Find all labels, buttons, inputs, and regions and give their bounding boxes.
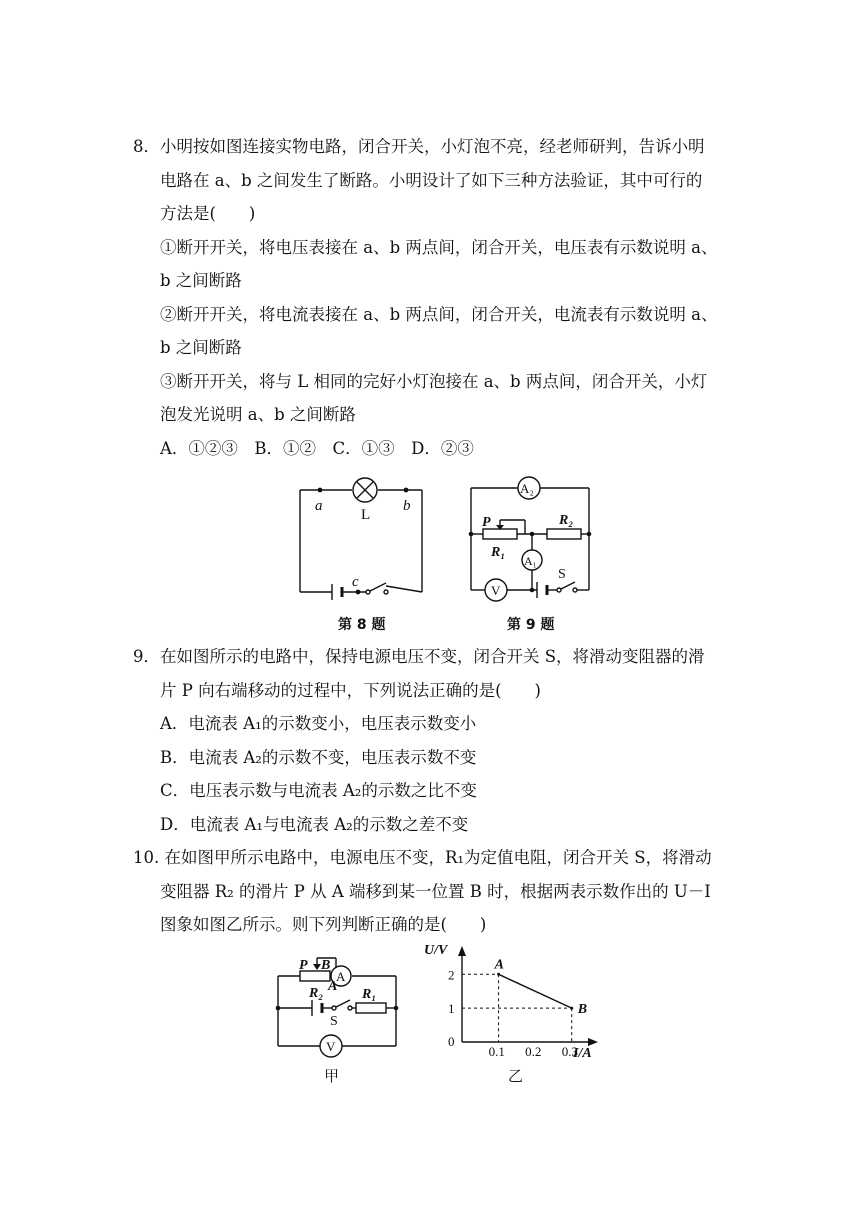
r2-label: R₂: [309, 986, 324, 1001]
ammeter-a2-icon: [518, 477, 540, 499]
q9-line: 片 P 向右端移动的过程中，下列说法正确的是( ): [160, 681, 541, 700]
svg-text:A₁: A₁: [524, 554, 537, 568]
x-tick-label: 0.3: [561, 1044, 578, 1059]
ui-graph: [420, 944, 610, 1060]
q9-option-a: A．电流表 A₁的示数变小，电压表示数变小: [160, 714, 477, 733]
lamp-icon: [353, 478, 377, 502]
battery-icon: [312, 1000, 322, 1016]
q8-line: b 之间断路: [160, 271, 242, 290]
point-a-label: A: [328, 979, 338, 994]
svg-text:V: V: [491, 583, 501, 598]
q8-line: 泡发光说明 a、b 之间断路: [160, 405, 356, 424]
figure-9-caption: 第 9 题: [507, 617, 555, 633]
q10-line: 10. 在如图甲所示电路中，电源电压不变，R₁为定值电阻，闭合开关 S，将滑动: [133, 848, 712, 867]
switch-icon: [557, 582, 577, 592]
x-tick-label: 0.2: [525, 1044, 542, 1059]
q8-line: ②断开开关，将电流表接在 a、b 两点间，闭合开关，电流表有示数说明 a、: [160, 305, 718, 324]
y-tick-label: 0: [448, 1034, 455, 1049]
point-label: B: [577, 1002, 588, 1018]
x-axis-label: I/A: [573, 1046, 592, 1061]
q9-line: 9．在如图所示的电路中，保持电源电压不变，闭合开关 S，将滑动变阻器的滑: [133, 647, 705, 666]
x-tick-label: 0.1: [488, 1044, 505, 1059]
q8-line: ③断开开关，将与 L 相同的完好小灯泡接在 a、b 两点间，闭合开关，小灯: [160, 372, 708, 391]
r1-label: R₁: [362, 987, 377, 1002]
lamp-label: L: [361, 507, 371, 523]
figure-8-caption: 第 8 题: [338, 617, 386, 633]
switch-icon: [366, 583, 388, 594]
ammeter-a1-icon: [522, 550, 542, 570]
data-point: [497, 973, 500, 976]
series-line: [499, 974, 572, 1008]
slider-p-label: P: [482, 515, 491, 530]
point-b-label: b: [403, 498, 411, 514]
data-point: [570, 1007, 573, 1010]
figure-8-circuit: [290, 474, 430, 600]
y-axis-label: U/V: [424, 943, 448, 958]
q9-option-c: C．电压表示数与电流表 A₂的示数之比不变: [160, 781, 477, 800]
voltmeter-icon: [320, 1035, 342, 1057]
q8-line: ①断开开关，将电压表接在 a、b 两点间，闭合开关，电压表有示数说明 a、: [160, 238, 718, 257]
q8-options: A．①②③ B．①② C．①③ D．②③: [160, 439, 474, 458]
switch-s-label: S: [558, 567, 566, 582]
q8-line: 方法是( ): [160, 204, 256, 223]
svg-text:A₂: A₂: [520, 481, 534, 496]
q10-line: 图象如图乙所示。则下列判断正确的是( ): [160, 915, 487, 934]
point-c-label: c: [352, 574, 359, 590]
q8-line: 8．小明按如图连接实物电路，闭合开关，小灯泡不亮，经老师研判，告诉小明: [133, 137, 705, 156]
battery-icon: [332, 584, 342, 600]
figure-10-graph-caption: 乙: [508, 1067, 524, 1085]
switch-icon: [332, 1000, 352, 1010]
r1-label: R₁: [491, 545, 506, 560]
battery-icon: [537, 582, 547, 598]
voltmeter-icon: [485, 579, 507, 601]
figure-9-circuit: [463, 474, 595, 604]
figure-10-circuit: [272, 952, 406, 1062]
q8-line: 电路在 a、b 之间发生了断路。小明设计了如下三种方法验证，其中可行的: [160, 171, 703, 190]
q10-line: 变阻器 R₂ 的滑片 P 从 A 端移到某一位置 B 时，根据两表示数作出的 U－I: [160, 882, 711, 901]
point-label: A: [494, 957, 504, 973]
slider-p-label: P: [299, 958, 308, 973]
q9-option-d: D．电流表 A₁与电流表 A₂的示数之差不变: [160, 815, 469, 834]
x-axis-arrow: [588, 1038, 598, 1046]
point-a-label: a: [315, 498, 323, 514]
switch-s-label: S: [330, 1014, 338, 1029]
point-b-label: B: [321, 958, 331, 973]
figure-10-circuit-caption: 甲: [324, 1067, 340, 1085]
y-axis-arrow: [458, 946, 466, 956]
y-tick-label: 2: [448, 967, 455, 983]
y-tick-label: 1: [448, 1001, 455, 1017]
svg-text:V: V: [326, 1039, 336, 1054]
svg-text:A: A: [336, 969, 346, 984]
q8-line: b 之间断路: [160, 338, 242, 357]
r2-label: R₂: [559, 513, 574, 528]
q9-option-b: B．电流表 A₂的示数不变，电压表示数不变: [160, 748, 477, 767]
